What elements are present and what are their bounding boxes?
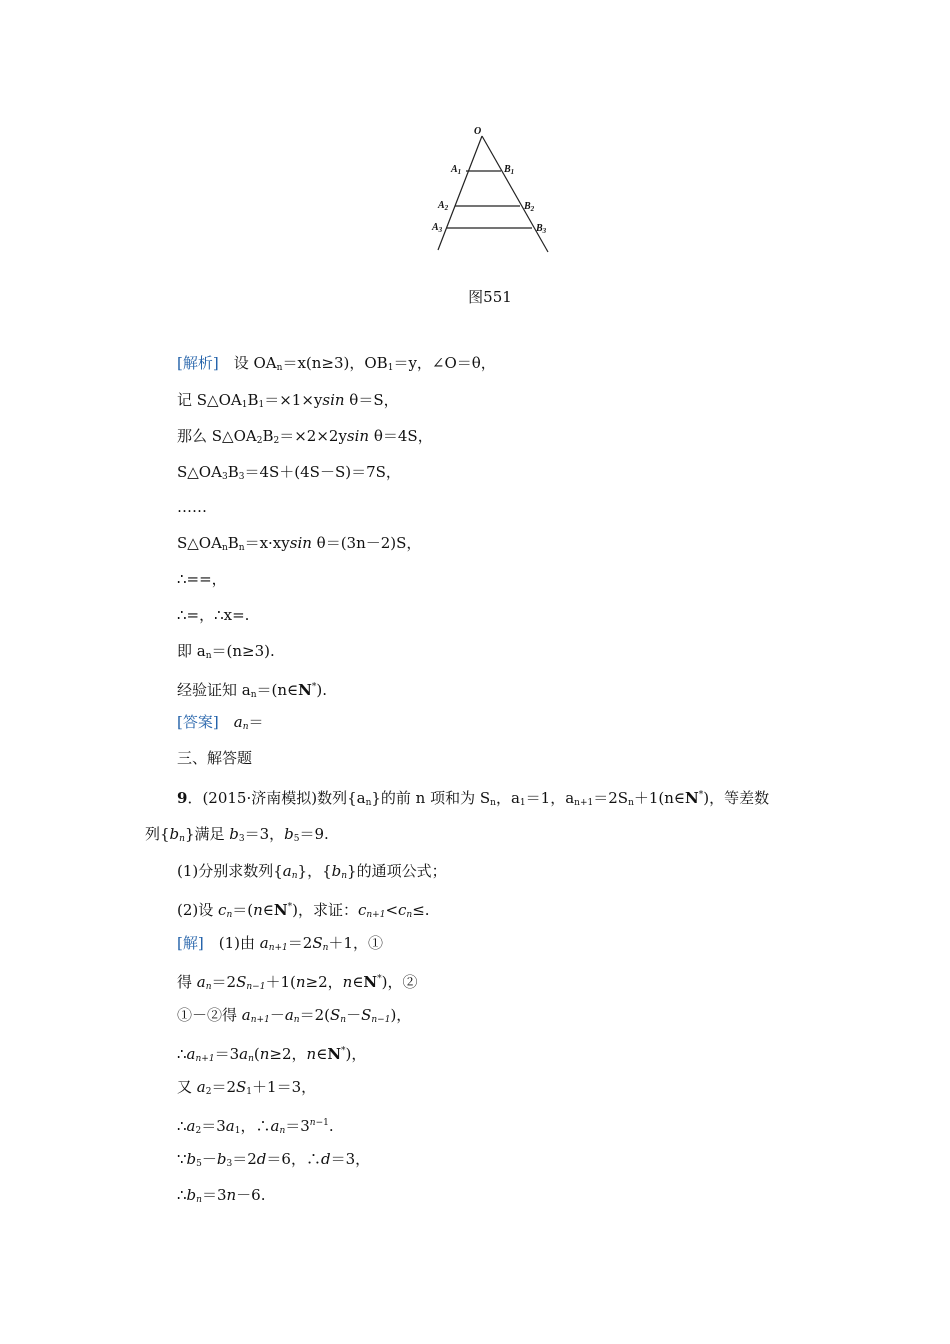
answer-tag: [答案]: [177, 713, 219, 731]
analysis-line-10: 经验证知 $a_n=(n\in N^*)$.: [177, 681, 327, 700]
problem-9-q1: (1)分别求数列$\{a_n\}$，$\{b_n\}$的通项公式；: [177, 862, 447, 881]
label-a1: $A_1$: [451, 164, 462, 176]
side-oa: [438, 136, 482, 250]
analysis-line-5: ……: [177, 498, 207, 516]
analysis-line-3: 那么 $S\triangle OA_2B_2=\times 2\times 2ysin$ θ＝4S，: [177, 427, 433, 446]
analysis-line-7: ∴==，: [177, 570, 227, 588]
solution-9-line-4: $\therefore a_{n+1}=3a_n(n\ge 2$，n∈N*)，: [177, 1045, 367, 1064]
figure-caption: 图551: [468, 288, 512, 306]
solution-9-line-6: $\therefore a_2=3a_1$，$\therefore a_n=3^{n-1}$.: [177, 1117, 334, 1136]
answer-line: [答案] $a_n=$: [177, 713, 264, 732]
analysis-line-9: 即 $a_n=(n\ge 3)$.: [177, 642, 275, 661]
solution-9-line-8: $\therefore b_n=3n-6$.: [177, 1186, 266, 1205]
section-heading: 三、解答题: [177, 749, 253, 767]
label-b2: $B_2$: [524, 201, 535, 213]
solution-9-line-2: 得 $a_n=2S_{n-1}+1(n\ge 2$，n∈N*)，②: [177, 973, 418, 992]
triangle-figure: [420, 118, 560, 258]
triangle-diagram: [420, 118, 560, 258]
analysis-line-2: 记 $S\triangle OA_1B_1=\times 1\times ysin$ θ＝S，: [177, 391, 399, 410]
solution-9-line-7: $\because b_5-b_3=2d=6$，∴d＝3，: [177, 1150, 371, 1169]
solution-9-line-3: ①－②得 $a_{n+1}-a_n=2(S_n-S_{n-1})$，: [177, 1006, 412, 1025]
label-b3: $B_3$: [536, 223, 547, 235]
solution-tag: [解]: [177, 934, 204, 952]
solution-9-line-1: [解] (1)由 $a_{n+1}=2S_n+1$，①: [177, 934, 383, 953]
analysis-line-8: ∴=，∴x=.: [177, 606, 250, 624]
solution-9-line-5: 又 $a_2=2S_1+1=3$，: [177, 1078, 317, 1097]
label-a2: $A_2$: [438, 200, 449, 212]
analysis-line-6: $S\triangle OA_nB_n=x\cdot xysin$ θ＝(3n－2)S，: [177, 534, 422, 553]
problem-9-line-2: 列$\{b_n\}$满足 $b_3=3$，$b_5=9$.: [145, 825, 329, 844]
problem-9-line-1: 9．(2015·济南模拟)数列$\{a_n\}$的前 n 项和为 $S_n$，$a_1=1$，$a_{n+1}=2S_n+1(n\in N^*)$，等差数: [177, 789, 770, 808]
problem-9-q2: (2)设 $c_n=(n\in N^*)$，求证：$c_{n+1}<c_n\le$.: [177, 901, 430, 920]
analysis-line-4: $S\triangle OA_3B_3=4S+(4S-S)=7S$，: [177, 463, 401, 482]
label-b1: $B_1$: [504, 164, 515, 176]
analysis-tag: [解析]: [177, 354, 219, 372]
side-ob: [482, 136, 548, 252]
analysis-line-1: [解析] 设 $OA_n=x(n\ge 3)$，$OB_1=y$，∠O＝θ，: [177, 354, 496, 373]
label-a3: $A_3$: [432, 222, 443, 234]
label-o: O: [474, 126, 482, 137]
